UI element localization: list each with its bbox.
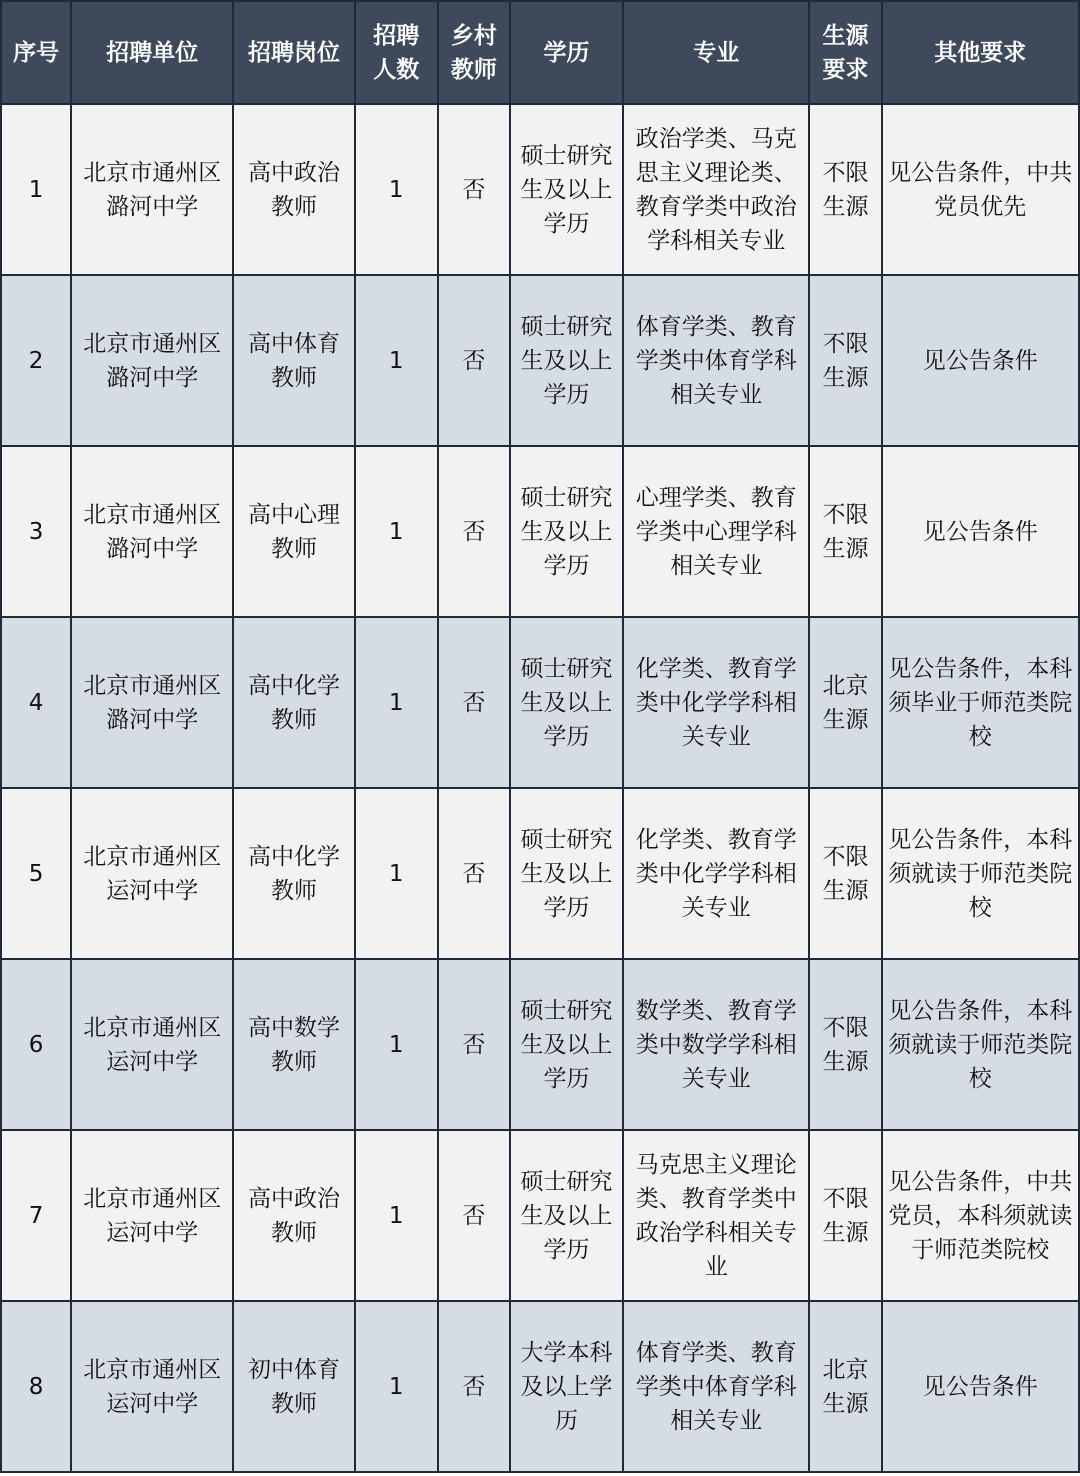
cell-post: 高中心理 教师 <box>233 446 354 617</box>
cell-index: 3 <box>1 446 71 617</box>
cell-index: 5 <box>1 788 71 959</box>
cell-source: 北京 生源 <box>809 1301 881 1472</box>
cell-other-requirements: 见公告条件，本科须就读于师范类院校 <box>882 959 1079 1130</box>
cell-other-requirements: 见公告条件，本科须就读于师范类院校 <box>882 788 1079 959</box>
cell-rural-teacher: 否 <box>438 104 510 275</box>
cell-index: 4 <box>1 617 71 788</box>
header-other-requirements: 其他要求 <box>882 1 1079 104</box>
cell-unit: 北京市通州区 运河中学 <box>71 788 233 959</box>
header-source: 生源 要求 <box>809 1 881 104</box>
cell-count: 1 <box>355 275 438 446</box>
table-row <box>1 104 1079 275</box>
cell-education: 硕士研究 生及以上 学历 <box>510 104 623 275</box>
cell-count: 1 <box>355 1301 438 1472</box>
table-row <box>1 1301 1079 1472</box>
cell-major: 数学类、教育学类中数学学科相关专业 <box>623 959 809 1130</box>
cell-rural-teacher: 否 <box>438 1301 510 1472</box>
cell-index: 6 <box>1 959 71 1130</box>
header-unit: 招聘单位 <box>71 1 233 104</box>
header-post: 招聘岗位 <box>233 1 354 104</box>
cell-source: 不限 生源 <box>809 275 881 446</box>
cell-source: 不限 生源 <box>809 959 881 1130</box>
header-index: 序号 <box>1 1 71 104</box>
table-row <box>1 788 1079 959</box>
cell-education: 硕士研究 生及以上 学历 <box>510 788 623 959</box>
header-major: 专业 <box>623 1 809 104</box>
cell-index: 2 <box>1 275 71 446</box>
cell-education: 硕士研究 生及以上 学历 <box>510 275 623 446</box>
cell-source: 不限 生源 <box>809 788 881 959</box>
cell-index: 7 <box>1 1130 71 1301</box>
cell-source: 不限 生源 <box>809 446 881 617</box>
cell-major: 化学类、教育学类中化学学科相关专业 <box>623 617 809 788</box>
cell-unit: 北京市通州区 潞河中学 <box>71 104 233 275</box>
cell-rural-teacher: 否 <box>438 1130 510 1301</box>
cell-education: 大学本科 及以上学 历 <box>510 1301 623 1472</box>
cell-rural-teacher: 否 <box>438 275 510 446</box>
cell-other-requirements: 见公告条件，中共党员，本科须就读于师范类院校 <box>882 1130 1079 1301</box>
cell-post: 高中政治 教师 <box>233 1130 354 1301</box>
cell-major: 体育学类、教育学类中体育学科相关专业 <box>623 275 809 446</box>
cell-count: 1 <box>355 788 438 959</box>
cell-education: 硕士研究 生及以上 学历 <box>510 446 623 617</box>
cell-unit: 北京市通州区 运河中学 <box>71 1301 233 1472</box>
table-row <box>1 275 1079 446</box>
cell-education: 硕士研究 生及以上 学历 <box>510 1130 623 1301</box>
header-rural-teacher: 乡村 教师 <box>438 1 510 104</box>
cell-post: 高中政治 教师 <box>233 104 354 275</box>
cell-major: 政治学类、马克思主义理论类、教育学类中政治学科相关专业 <box>623 104 809 275</box>
cell-major: 马克思主义理论类、教育学类中政治学科相关专业 <box>623 1130 809 1301</box>
cell-count: 1 <box>355 959 438 1130</box>
cell-rural-teacher: 否 <box>438 446 510 617</box>
cell-other-requirements: 见公告条件 <box>882 1301 1079 1472</box>
cell-rural-teacher: 否 <box>438 959 510 1130</box>
cell-rural-teacher: 否 <box>438 788 510 959</box>
table-row <box>1 617 1079 788</box>
cell-other-requirements: 见公告条件 <box>882 446 1079 617</box>
table-row <box>1 1130 1079 1301</box>
cell-major: 化学类、教育学类中化学学科相关专业 <box>623 788 809 959</box>
cell-unit: 北京市通州区 潞河中学 <box>71 446 233 617</box>
cell-count: 1 <box>355 617 438 788</box>
cell-other-requirements: 见公告条件，中共党员优先 <box>882 104 1079 275</box>
cell-post: 高中化学 教师 <box>233 617 354 788</box>
header-education: 学历 <box>510 1 623 104</box>
cell-post: 高中数学 教师 <box>233 959 354 1130</box>
cell-unit: 北京市通州区 运河中学 <box>71 959 233 1130</box>
cell-unit: 北京市通州区 潞河中学 <box>71 275 233 446</box>
cell-major: 体育学类、教育学类中体育学科相关专业 <box>623 1301 809 1472</box>
cell-other-requirements: 见公告条件，本科须毕业于师范类院校 <box>882 617 1079 788</box>
cell-rural-teacher: 否 <box>438 617 510 788</box>
cell-major: 心理学类、教育学类中心理学科相关专业 <box>623 446 809 617</box>
cell-unit: 北京市通州区 运河中学 <box>71 1130 233 1301</box>
cell-count: 1 <box>355 1130 438 1301</box>
table-header-row <box>1 1 1079 104</box>
cell-index: 1 <box>1 104 71 275</box>
cell-unit: 北京市通州区 潞河中学 <box>71 617 233 788</box>
cell-count: 1 <box>355 446 438 617</box>
table-row <box>1 446 1079 617</box>
cell-count: 1 <box>355 104 438 275</box>
table-row <box>1 959 1079 1130</box>
cell-post: 高中体育 教师 <box>233 275 354 446</box>
cell-education: 硕士研究 生及以上 学历 <box>510 617 623 788</box>
cell-source: 北京 生源 <box>809 617 881 788</box>
cell-other-requirements: 见公告条件 <box>882 275 1079 446</box>
cell-source: 不限 生源 <box>809 104 881 275</box>
header-count: 招聘 人数 <box>355 1 438 104</box>
cell-education: 硕士研究 生及以上 学历 <box>510 959 623 1130</box>
cell-source: 不限 生源 <box>809 1130 881 1301</box>
cell-post: 初中体育 教师 <box>233 1301 354 1472</box>
cell-post: 高中化学 教师 <box>233 788 354 959</box>
cell-index: 8 <box>1 1301 71 1472</box>
